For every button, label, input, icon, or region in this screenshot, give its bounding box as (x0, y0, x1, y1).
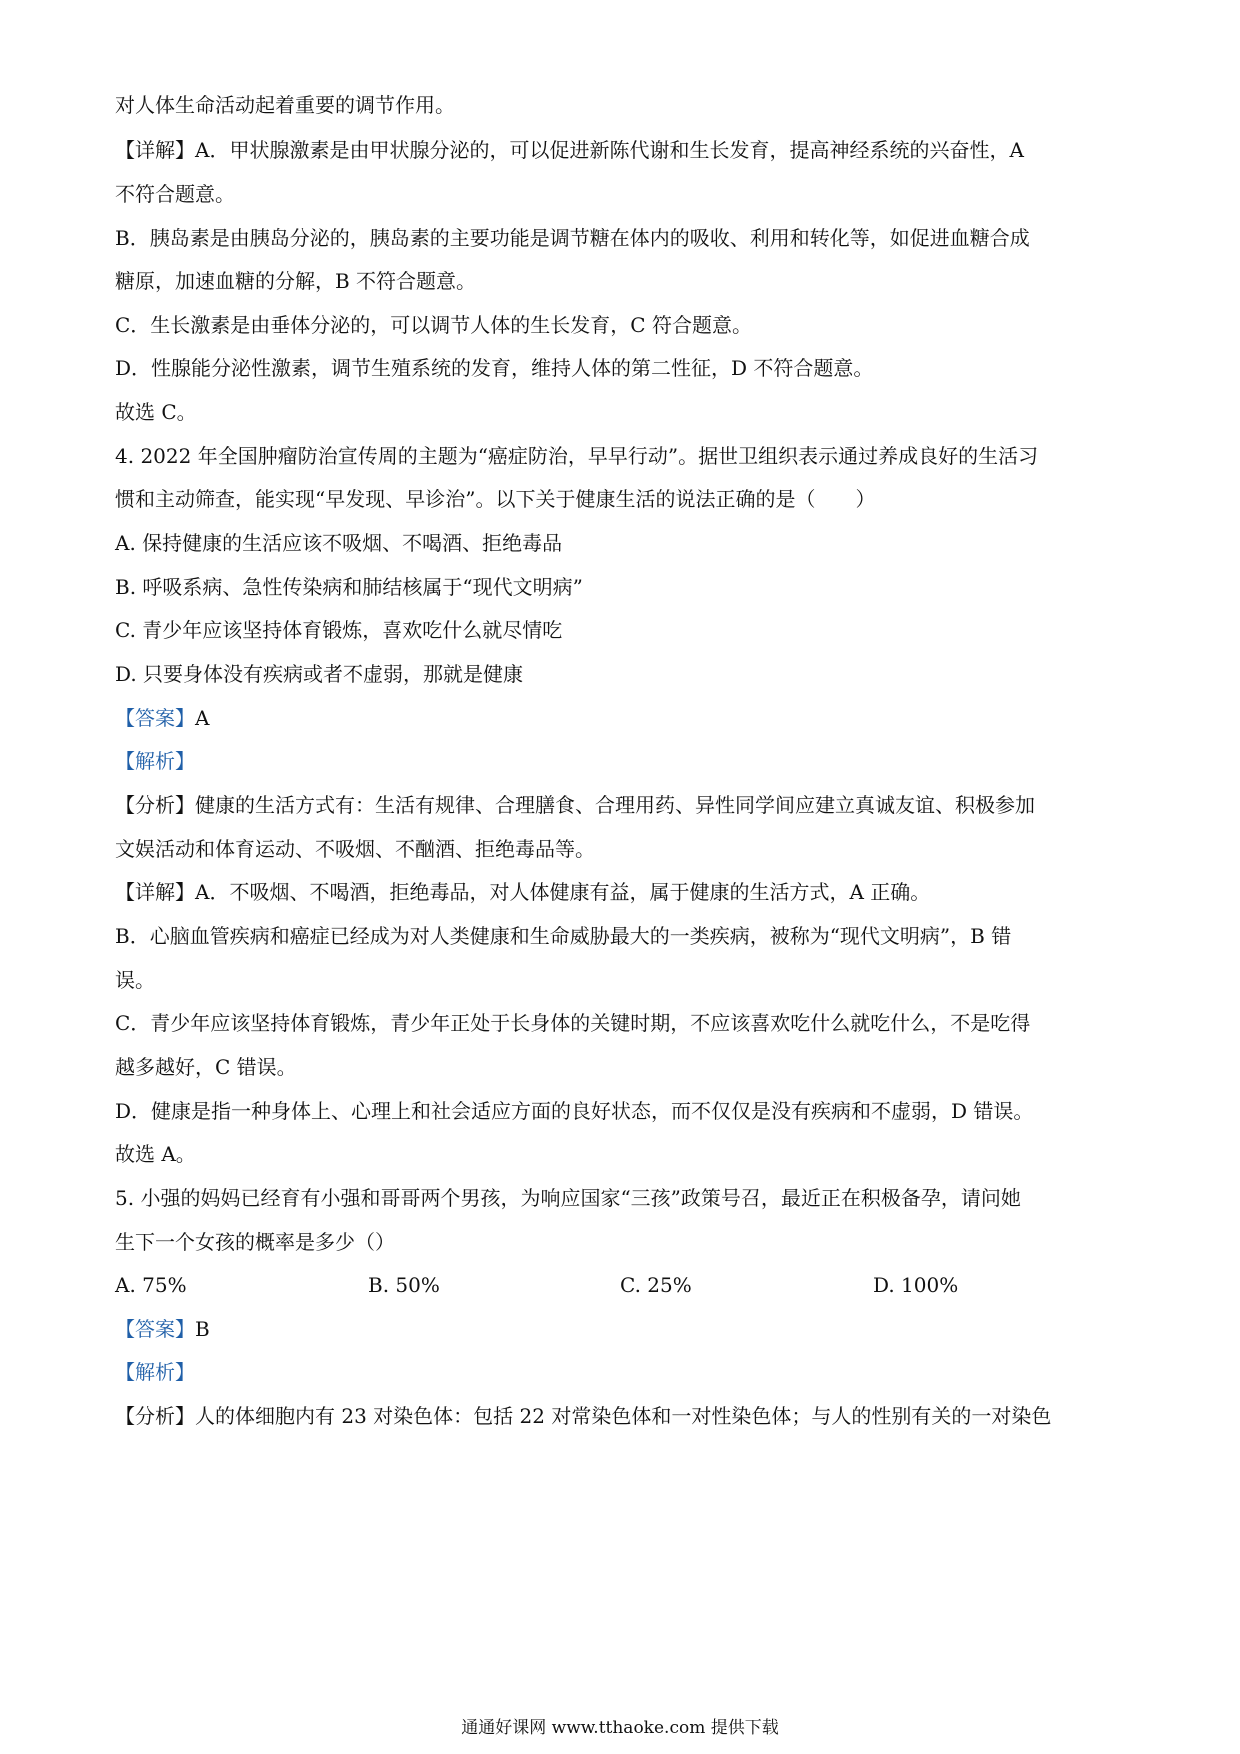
analysis-tag: 【解析】 (115, 749, 195, 773)
text-line: C．生长激素是由垂体分泌的，可以调节人体的生长发育，C 符合题意。 (115, 313, 752, 337)
text-line: D．性腺能分泌性激素，调节生殖系统的发育，维持人体的第二性征，D 不符合题意。 (115, 356, 874, 380)
text-line: 【详解】A．不吸烟、不喝酒，拒绝毒品，对人体健康有益，属于健康的生活方式，A 正确。 (115, 880, 931, 904)
text-line: 【分析】健康的生活方式有：生活有规律、合理膳食、合理用药、异性同学间应建立真诚友谊、积极参加 (115, 793, 1035, 817)
question-4-option-c: C. 青少年应该坚持体育锻炼，喜欢吃什么就尽情吃 (115, 618, 563, 642)
question-4-option-d: D. 只要身体没有疾病或者不虚弱，那就是健康 (115, 662, 524, 686)
text-line: 故选 A。 (115, 1142, 196, 1166)
text-line: 对人体生命活动起着重要的调节作用。 (115, 93, 455, 117)
question-4-stem: 惯和主动筛查，能实现“早发现、早诊治”。以下关于健康生活的说法正确的是（ ） (115, 487, 876, 511)
question-5-option-c: C. 25% (620, 1273, 692, 1297)
question-5-stem: 5. 小强的妈妈已经育有小强和哥哥两个男孩，为响应国家“三孩”政策号召，最近正在积极备孕，请问她 (115, 1186, 1021, 1210)
text-line: 文娱活动和体育运动、不吸烟、不酗酒、拒绝毒品等。 (115, 837, 595, 861)
answer-value: A (195, 706, 210, 730)
analysis-tag: 【解析】 (115, 1360, 195, 1384)
question-5-stem: 生下一个女孩的概率是多少（） (115, 1230, 395, 1254)
question-4-option-a: A. 保持健康的生活应该不吸烟、不喝酒、拒绝毒品 (115, 531, 563, 555)
text-line: 不符合题意。 (115, 182, 235, 206)
page-footer: 通通好课网 www.tthaoke.com 提供下载 (461, 1718, 779, 1738)
text-line: 【分析】人的体细胞内有 23 对染色体：包括 22 对常染色体和一对性染色体；与人的性别有关的一对染色 (115, 1404, 1052, 1428)
question-4-stem: 4. 2022 年全国肿瘤防治宣传周的主题为“癌症防治，早早行动”。据世卫组织表示通过养成良好的生活习 (115, 444, 1039, 468)
question-5-option-b: B. 50% (368, 1273, 440, 1297)
question-5-option-a: A. 75% (115, 1273, 187, 1297)
question-4-answer (115, 703, 1135, 733)
text-line: 【详解】A．甲状腺激素是由甲状腺分泌的，可以促进新陈代谢和生长发育，提高神经系统的兴奋性，A (115, 138, 1024, 162)
question-5-option-d: D. 100% (873, 1273, 959, 1297)
question-5-answer (115, 1314, 1135, 1344)
answer-tag: 【答案】 (115, 706, 195, 730)
text-line: 故选 C。 (115, 400, 197, 424)
question-4-option-b: B. 呼吸系病、急性传染病和肺结核属于“现代文明病” (115, 575, 583, 599)
text-line: D．健康是指一种身体上、心理上和社会适应方面的良好状态，而不仅仅是没有疾病和不虚弱，D 错误。 (115, 1099, 1034, 1123)
text-line: B．心脑血管疾病和癌症已经成为对人类健康和生命威胁最大的一类疾病，被称为“现代文明病”，B 错 (115, 924, 1012, 948)
text-line: C．青少年应该坚持体育锻炼，青少年正处于长身体的关键时期，不应该喜欢吃什么就吃什么，不是吃得 (115, 1011, 1031, 1035)
question-5-options (115, 1270, 1135, 1300)
text-line: 误。 (115, 968, 155, 992)
answer-tag: 【答案】 (115, 1317, 195, 1341)
text-line: 越多越好，C 错误。 (115, 1055, 297, 1079)
text-line: B．胰岛素是由胰岛分泌的，胰岛素的主要功能是调节糖在体内的吸收、利用和转化等，如促进血糖合成 (115, 226, 1030, 250)
text-line: 糖原，加速血糖的分解，B 不符合题意。 (115, 269, 477, 293)
answer-value: B (195, 1317, 210, 1341)
